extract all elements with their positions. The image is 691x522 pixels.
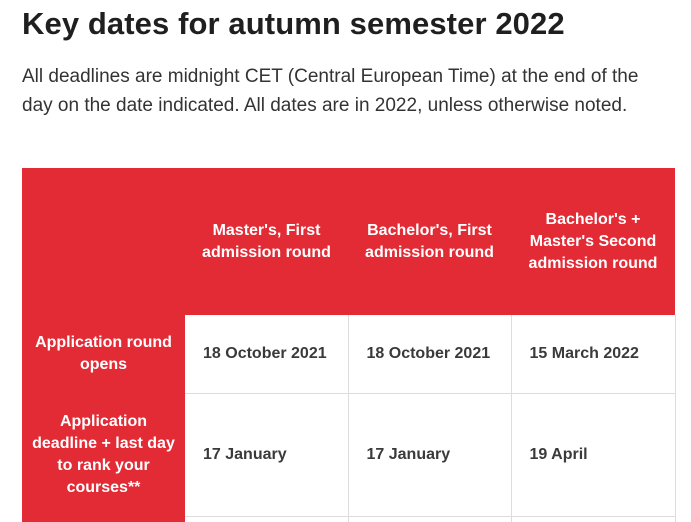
row-header-round-opens: Application round opens xyxy=(22,315,185,394)
column-header-masters-first-round: Master's, First admission round xyxy=(185,168,348,315)
corner-header-cell xyxy=(22,168,185,315)
column-header-bachelors-first-round: Bachelor's, First admission round xyxy=(348,168,511,315)
table-header-row xyxy=(22,168,675,315)
row-header-application-deadline: Application deadline + last day to rank your courses** xyxy=(22,394,185,517)
table-cell xyxy=(185,517,348,522)
table-row xyxy=(22,394,675,517)
row-header-cut-off xyxy=(22,517,185,522)
table-cell xyxy=(348,517,511,522)
table-cell xyxy=(511,517,675,522)
table-row xyxy=(22,315,675,394)
column-header-second-round: Bachelor's + Master's Second admission round xyxy=(511,168,675,315)
table-cell: 18 October 2021 xyxy=(348,315,511,394)
table-cell: 17 January xyxy=(185,394,348,517)
table-row xyxy=(22,517,675,522)
table-cell: 15 March 2022 xyxy=(511,315,675,394)
page-title: Key dates for autumn semester 2022 xyxy=(22,6,565,41)
table-cell: 18 October 2021 xyxy=(185,315,348,394)
table-cell: 19 April xyxy=(511,394,675,517)
key-dates-table xyxy=(22,168,676,522)
table-cell: 17 January xyxy=(348,394,511,517)
intro-paragraph: All deadlines are midnight CET (Central European Time) at the end of the day on the date indicated. All dates are in 2022, unless otherwise noted. xyxy=(22,66,639,116)
